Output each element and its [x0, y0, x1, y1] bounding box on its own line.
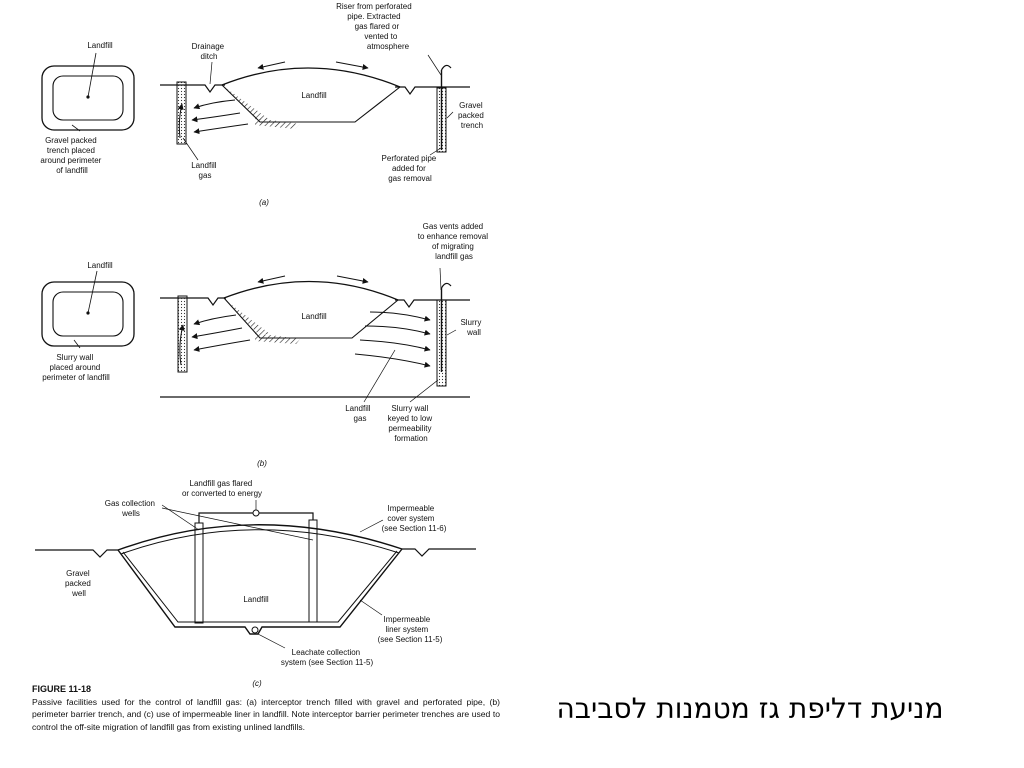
panel-b-label: (b) — [257, 459, 267, 468]
panel-b-gas-vents-label: Gas vents added to enhance removal of migrating landfill gas — [417, 222, 489, 261]
figure-caption — [32, 683, 500, 733]
panel-c-leachate-label: Leachate collection system (see Section 11-5) — [280, 648, 374, 667]
panel-b-landfill-label: Landfill — [301, 312, 327, 321]
panel-a-label: (a) — [259, 198, 269, 207]
panel-a-inset-landfill-label: Landfill — [87, 41, 113, 50]
panel-c-liner-label: Impermeable liner system (see Section 11-5) — [377, 615, 443, 644]
panel-c-cover-label: Impermeable cover system (see Section 11-6) — [381, 504, 447, 533]
panel-b-inset-plan — [42, 261, 134, 382]
panel-a-riser-label: Riser from perforated pipe. Extracted gas flared or vented to atmosphere — [336, 2, 412, 51]
panel-b-slurry-wall-label: Slurry wall — [460, 318, 482, 337]
panel-b-slurry-keyed-label: Slurry wall keyed to low permeability formation — [387, 404, 433, 443]
panel-a-perforated-pipe-label: Perforated pipe added for gas removal — [381, 154, 437, 183]
panel-c-wells-label: Gas collection wells — [104, 499, 156, 518]
panel-a-landfill-gas-label: Landfill gas — [191, 161, 217, 180]
panel-a-inset-plan — [40, 41, 134, 175]
panel-b-inset-caption: Slurry wall placed around perimeter of landfill — [42, 353, 110, 382]
panel-c-gravel-well-label: Gravel packed well — [64, 569, 91, 598]
figure-number: FIGURE 11-18 — [32, 684, 92, 694]
panel-a-landfill-label: Landfill — [301, 91, 327, 100]
panel-b-inset-landfill-label: Landfill — [87, 261, 113, 270]
figure-caption-text: Passive facilities used for the control of landfill gas: (a) interceptor trench filled with gravel and perforated pipe, (b) perimeter barrier trench, and (c) use of impermeable liner in landfill. Note interceptor barrier perimeter trenches are used to control the off-site migration of landfill gas from existing unlined landfills. — [32, 696, 500, 732]
panel-b-cross-section — [160, 222, 490, 468]
panel-c — [35, 479, 476, 688]
panel-a — [40, 2, 486, 207]
panel-c-label: (c) — [252, 679, 262, 688]
panel-a-drainage-ditch-label: Drainage ditch — [191, 42, 225, 61]
slide-title: מניעת דליפת גז מטמנות לסביבה — [556, 692, 944, 725]
panel-c-flared-label: Landfill gas flared or converted to energy — [181, 479, 263, 498]
panel-a-gravel-trench-label: Gravel packed trench — [457, 101, 484, 130]
panel-a-inset-caption: Gravel packed trench placed around perimeter of landfill — [40, 136, 102, 175]
panel-c-landfill-label: Landfill — [243, 595, 269, 604]
panel-b — [42, 222, 490, 468]
panel-a-cross-section — [160, 2, 486, 207]
panel-b-landfill-gas-label: Landfill gas — [345, 404, 371, 423]
